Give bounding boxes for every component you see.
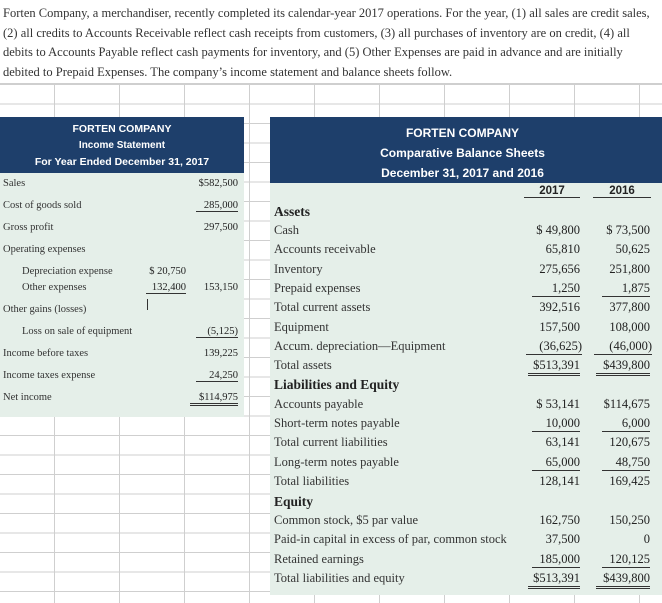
income-statement-header	[0, 117, 244, 173]
is-income-taxes-amount: 24,250	[196, 370, 238, 382]
bs-stnp-2016: 6,000	[602, 416, 650, 432]
bs-ap-2016: $114,675	[603, 397, 650, 411]
balance-sheet-header	[270, 117, 662, 183]
intro-line-3: debits to Accounts Payable reflect cash payments for inventory, and (5) Other Expenses are paid in advance and are initially	[3, 45, 623, 59]
bs-prepaid-2017: 1,250	[532, 281, 580, 297]
bs-inventory-2016: 251,800	[609, 262, 650, 276]
bs-total-assets-2017: $513,391	[528, 358, 580, 376]
bs-re-label: Retained earnings	[274, 552, 364, 566]
bs-ltnp-label: Long-term notes payable	[274, 455, 399, 469]
bs-accum-dep-2016: (46,000)	[594, 339, 652, 355]
bs-total-assets-label: Total assets	[274, 358, 332, 372]
problem-intro	[0, 0, 662, 84]
bs-re-2016: 120,125	[602, 552, 650, 568]
intro-line-1: Forten Company, a merchandiser, recently completed its calendar-year 2017 operations. For the year, (1) all sales are credit sales,	[3, 6, 650, 20]
is-operating-expenses-label: Operating expenses	[3, 244, 86, 255]
is-gross-profit-amount: 297,500	[203, 222, 238, 233]
intro-line-4: debited to Prepaid Expenses. The company’s income statement and balance sheets follow.	[3, 64, 453, 79]
bs-company: FORTEN COMPANY	[405, 126, 520, 140]
bs-tca-2016: 377,800	[609, 300, 650, 314]
bs-stnp-2017: 10,000	[532, 416, 580, 432]
is-title: Income Statement	[78, 140, 166, 151]
is-other-expenses-label: Other expenses	[22, 282, 87, 293]
bs-cs-label: Common stock, $5 par value	[274, 513, 419, 527]
bs-prepaid-2016: 1,875	[602, 281, 650, 297]
bs-equipment-label: Equipment	[274, 320, 329, 334]
bs-cs-2017: 162,750	[539, 513, 580, 527]
bs-assets-heading: Assets	[274, 204, 310, 219]
bs-cash-2017: $ 49,800	[536, 223, 580, 237]
is-income-taxes-label: Income taxes expense	[3, 370, 96, 381]
cell-cursor	[147, 299, 148, 310]
is-loss-on-sale-amount: (5,125)	[196, 326, 238, 338]
bs-prepaid-label: Prepaid expenses	[274, 281, 361, 295]
bs-tca-label: Total current assets	[274, 300, 371, 314]
is-other-expenses-detail: 132,400	[146, 282, 186, 294]
bs-ar-2016: 50,625	[615, 242, 650, 256]
bs-apic-label: Paid-in capital in excess of par, common stock	[274, 532, 507, 546]
is-loss-on-sale-label: Loss on sale of equipment	[22, 326, 133, 337]
bs-apic-2017: 37,500	[545, 532, 580, 546]
bs-equipment-2017: 157,500	[539, 320, 580, 334]
bs-accum-dep-2017: (36,625)	[526, 339, 582, 355]
bs-tle-2017: $513,391	[528, 571, 580, 589]
is-cogs-amount: 285,000	[196, 200, 238, 212]
bs-tca-2017: 392,516	[539, 300, 580, 314]
bs-year-2016: 2016	[593, 185, 651, 198]
bs-liabilities-equity-heading: Liabilities and Equity	[274, 377, 400, 392]
bs-title: Comparative Balance Sheets	[380, 146, 545, 160]
bs-equity-heading: Equity	[274, 494, 314, 509]
bs-total-assets-2016: $439,800	[596, 358, 650, 376]
is-gross-profit-label: Gross profit	[3, 222, 54, 233]
bs-year-2017: 2017	[524, 185, 580, 198]
is-cogs-label: Cost of goods sold	[3, 200, 82, 211]
is-depreciation-label: Depreciation expense	[22, 266, 113, 277]
bs-ap-2017: $ 53,141	[536, 397, 580, 411]
bs-tl-2017: 128,141	[539, 474, 580, 488]
bs-tle-label: Total liabilities and equity	[274, 571, 405, 585]
bs-equipment-2016: 108,000	[609, 320, 650, 334]
is-income-before-taxes-amount: 139,225	[203, 348, 238, 359]
bs-ap-label: Accounts payable	[274, 397, 364, 411]
is-other-gains-label: Other gains (losses)	[3, 304, 87, 315]
is-company: FORTEN COMPANY	[72, 123, 172, 135]
is-depreciation-detail: $ 20,750	[149, 266, 186, 277]
bs-ltnp-2016: 48,750	[602, 455, 650, 471]
bs-inventory-2017: 275,656	[539, 262, 580, 276]
bs-tl-2016: 169,425	[609, 474, 650, 488]
is-income-before-taxes-label: Income before taxes	[3, 348, 89, 359]
income-statement	[0, 117, 244, 417]
bs-ltnp-2017: 65,000	[532, 455, 580, 471]
bs-tle-2016: $439,800	[596, 571, 650, 589]
bs-ar-2017: 65,810	[545, 242, 580, 256]
bs-period: December 31, 2017 and 2016	[381, 166, 544, 180]
balance-sheet	[270, 117, 662, 595]
bs-ar-label: Accounts receivable	[274, 242, 376, 256]
is-net-income-label: Net income	[3, 392, 52, 403]
is-sales-label: Sales	[3, 178, 26, 189]
bs-inventory-label: Inventory	[274, 262, 323, 276]
bs-cash-2016: $ 73,500	[606, 223, 650, 237]
bs-accum-dep-label: Accum. depreciation—Equipment	[274, 339, 446, 353]
bs-tcl-label: Total current liabilities	[274, 435, 388, 449]
is-other-expenses-amount: 153,150	[203, 282, 238, 293]
bs-apic-2016: 0	[643, 532, 650, 546]
intro-line-2: (2) all credits to Accounts Receivable reflect cash receipts from customers, (3) all purchases of inventory are on credit, (4) all	[3, 25, 630, 40]
bs-cash-label: Cash	[274, 223, 299, 237]
bs-re-2017: 185,000	[532, 552, 580, 568]
bs-cs-2016: 150,250	[609, 513, 650, 527]
bs-stnp-label: Short-term notes payable	[274, 416, 400, 430]
is-net-income-amount: $114,975	[190, 392, 238, 406]
is-period: For Year Ended December 31, 2017	[34, 156, 210, 168]
bs-tcl-2017: 63,141	[545, 435, 580, 449]
bs-tl-label: Total liabilities	[274, 474, 350, 488]
bs-tcl-2016: 120,675	[609, 435, 650, 449]
is-sales-amount: $582,500	[198, 178, 238, 189]
